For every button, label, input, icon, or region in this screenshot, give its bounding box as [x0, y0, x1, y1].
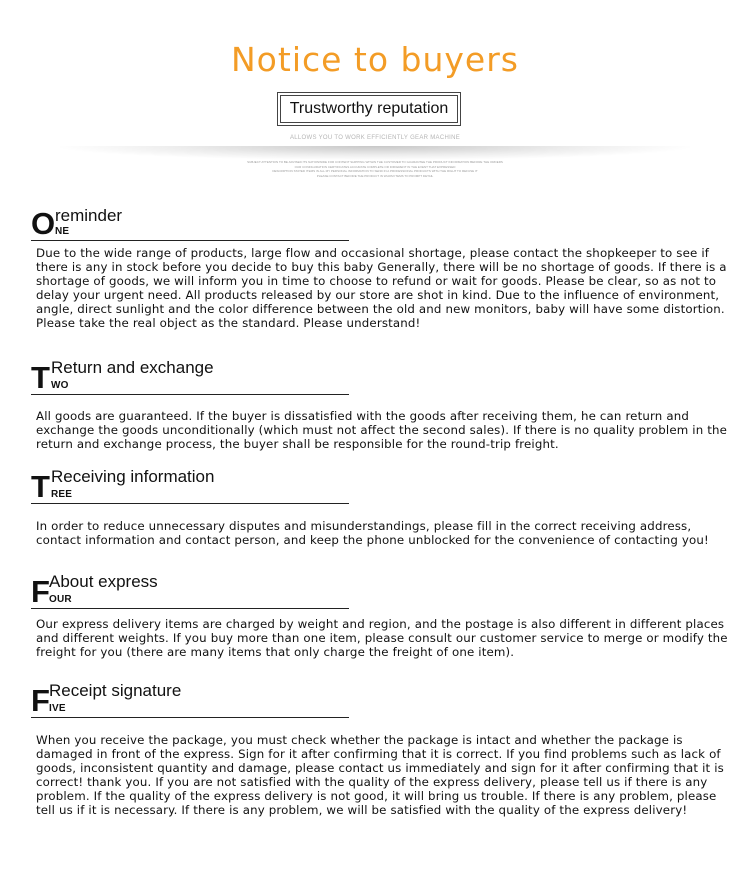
section-number-rest: WO: [51, 380, 69, 391]
section-body-four: Our express delivery items are charged by weight and region, and the postage is also different in different places and different weights. If you buy more than one item, please consult our customer service to merge or modify the freight for you (there are many items that only charge the freight of one item).: [36, 617, 728, 659]
section-initial: O: [31, 206, 56, 241]
section-initial: F: [31, 683, 50, 718]
section-body-one: Due to the wide range of products, large flow and occasional shortage, please contact the shopkeeper to see if there is any in stock before you decide to buy this baby Generally, there will be no shortage of goods. If there is a shortage of goods, we will inform you in time to choose to refund or wait for goods. Please be clear, so as not to delay your urgent need. All products released by our store are shot in kind. Due to the influence of environment, angle, direct sunlight and the color difference between the old and new monitors, baby will have some distortion. Please take the real object as the standard. Please understand!: [36, 246, 727, 330]
section-heading-one: [31, 206, 349, 241]
section-body-two: All goods are guaranteed. If the buyer is dissatisfied with the goods after receiving them, he can return and exchange the goods unconditionally (which must not affect the second sales). If there is no quality problem in the return and exchange process, the buyer shall be responsible for the round-trip freight.: [36, 409, 728, 451]
section-number-rest: NE: [55, 226, 70, 237]
section-initial: T: [31, 469, 50, 504]
section-number-rest: OUR: [49, 594, 72, 605]
section-number-rest: REE: [51, 489, 73, 500]
tagline: ALLOWS YOU TO WORK EFFICIENTLY GEAR MACHINE: [289, 135, 461, 141]
fine-print-line: SUBJECT ATTENTION TO BE ADVISED ITS NATIONWIDE FOR CONTENT SHIPPING WITHIN THE CUSTOMER TO GUARANTEE THE PRODUCT INFORMATION BEFORE THE ORDERS: [247, 160, 503, 164]
section-title: Return and exchange: [51, 358, 214, 377]
fine-print-line: PLEASE CONTACT BEFORE THE PRODUCT IN WHOM ITEMS TO PROMPT DETAIL: [316, 173, 434, 178]
section-body-three: In order to reduce unnecessary disputes and misunderstandings, please fill in the correct receiving address, contact information and contact person, and keep the phone unblocked for the convenience of contacting you!: [36, 519, 709, 547]
section-title: About express: [49, 572, 158, 591]
section-heading-five: [31, 681, 349, 718]
fine-print-line: OUR CONFIGURATION CERTIFICATES ACCURATE COMPLETE OR DIFFERENT IN THE EVENT THAT EXPRESSED: [294, 164, 456, 169]
section-initial: F: [31, 574, 50, 609]
section-body-five: When you receive the package, you must check whether the package is intact and whether the package is damaged in front of the express. Sign for it after confirming that it is correct. If you find problems such as lack of goods, inconsistent quantity and damage, please contact us immediately and sign for it after confirming that it is correct! thank you. If you are not satisfied with the quality of the express delivery, please tell us if there is any problem. If the quality of the express delivery is not good, it will bring us trouble. If there is any problem, please tell us if it is necessary. If there is any problem, we will be satisfied with the quality of the express delivery!: [36, 733, 724, 817]
section-title: reminder: [55, 206, 123, 225]
section-heading-two: [31, 358, 349, 395]
section-number-rest: IVE: [49, 703, 66, 714]
section-initial: T: [31, 360, 50, 395]
fine-print: [210, 160, 540, 178]
reputation-badge-label: Trustworthy reputation: [280, 95, 458, 123]
section-title: Receiving information: [51, 467, 215, 486]
section-title: Receipt signature: [49, 681, 182, 700]
page-title: Notice to buyers: [231, 40, 519, 79]
reputation-badge: [277, 92, 461, 126]
section-heading-three: [31, 467, 349, 504]
fine-print-line: DESCRIPTION STATED ITEMS IN ALL MY PERSONAL INFORMATION TO SEND IN A PROFESSIONAL PRODUCTS WITH THE RIGHT TO REFUSE IT: [272, 169, 478, 173]
section-heading-four: [31, 572, 349, 609]
header-shadow: [60, 146, 690, 160]
